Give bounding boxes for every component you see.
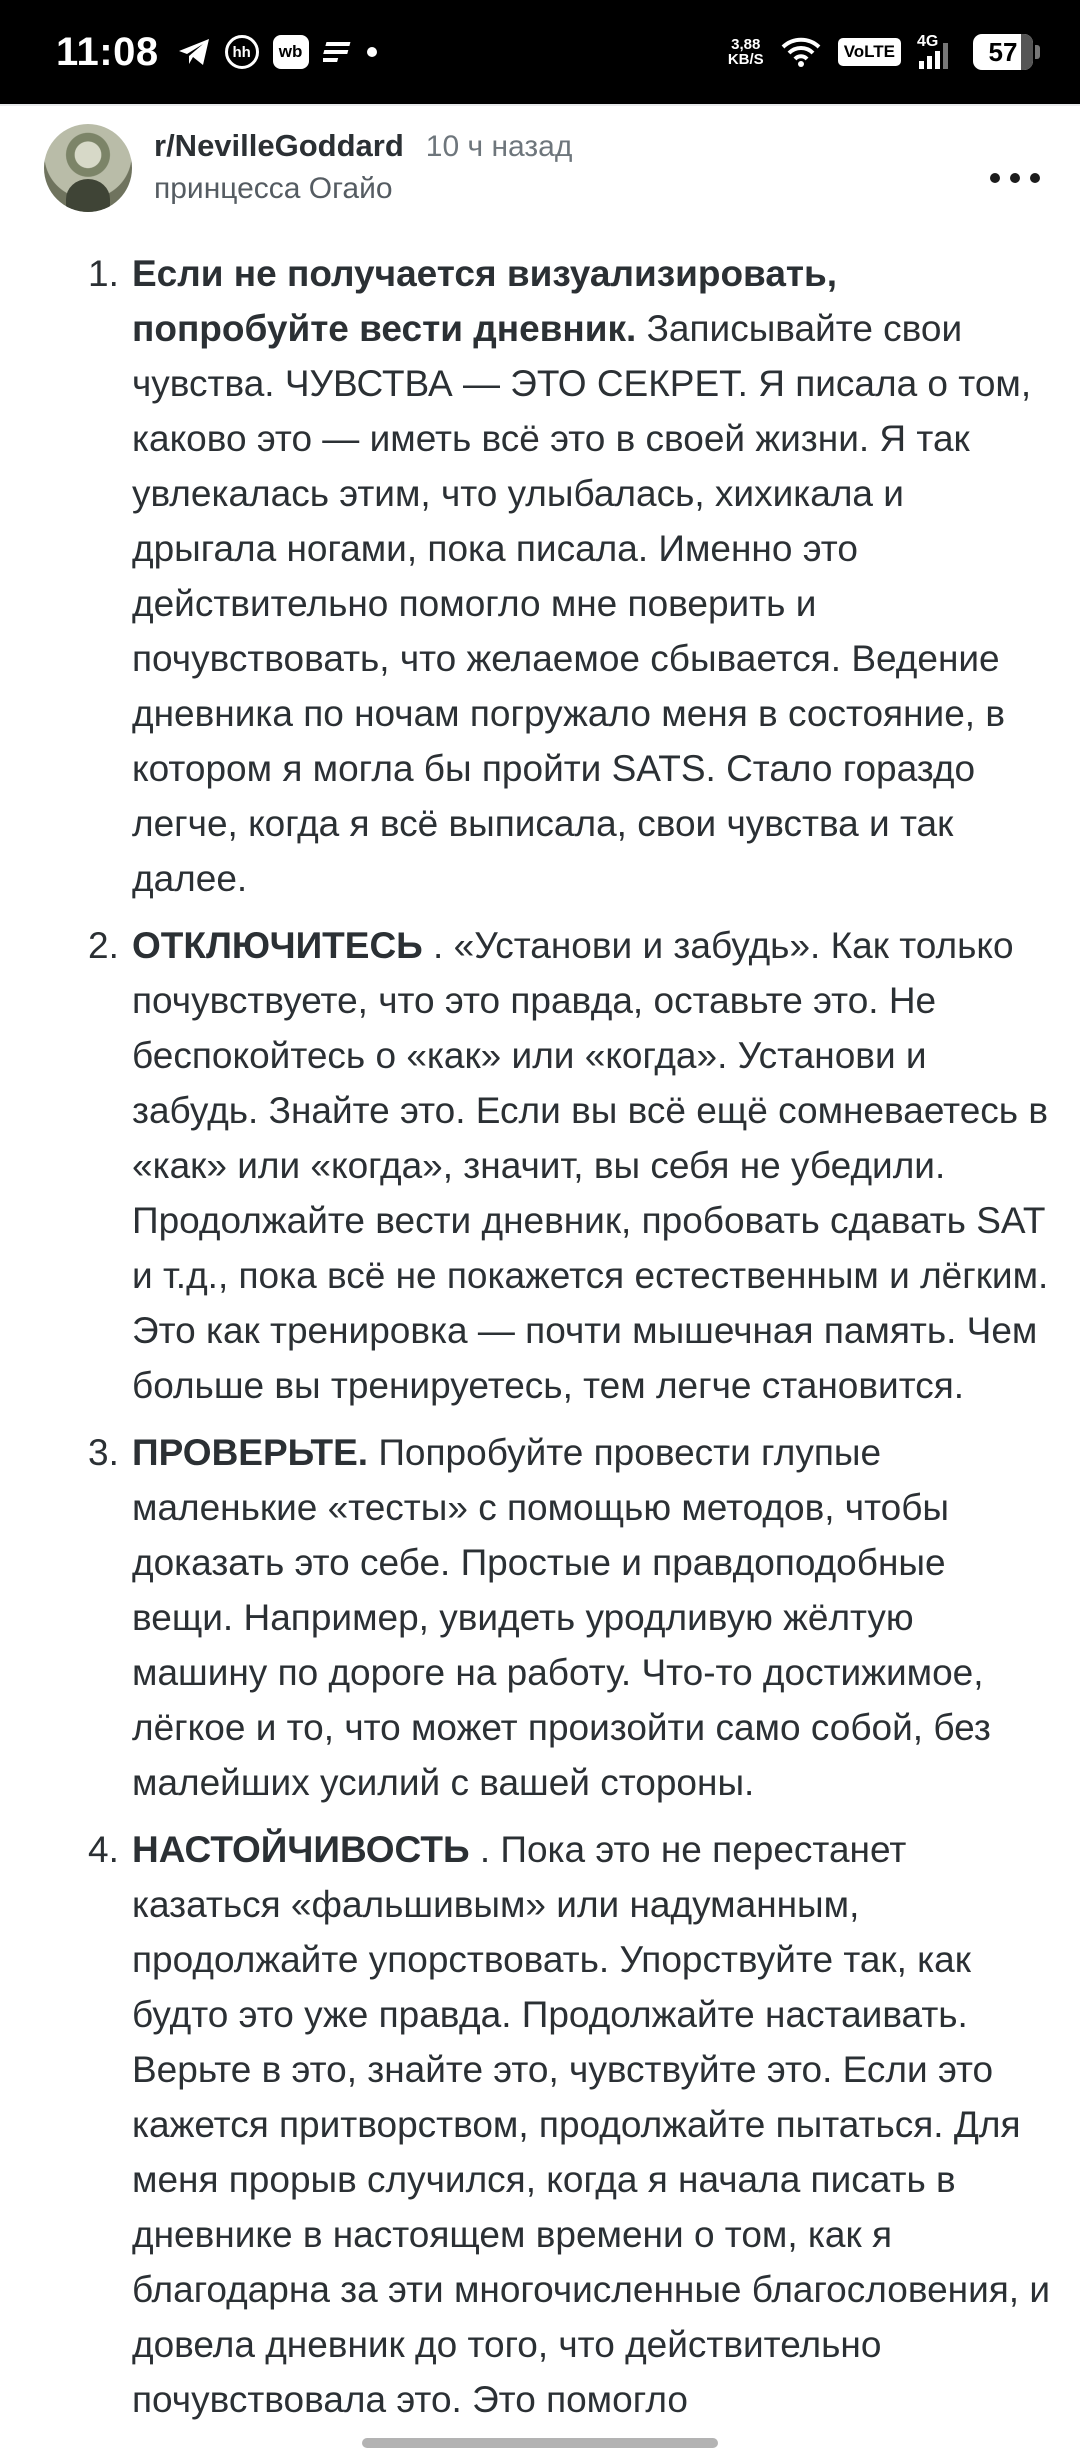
network-speed	[728, 37, 764, 67]
list-number: 4.	[88, 1829, 119, 1870]
post-meta	[154, 128, 572, 206]
item-text: Записывайте свои чувства. ЧУВСТВА — ЭТО СЕКРЕТ. Я писала о том, каково это — иметь всё это в своей жизни. Я так увлекалась этим, что улыбалась, хихикала и дрыгала ногами, пока писала. Именно это действительно помогло мне поверить и почувствовать, что желаемое сбывается. Ведение дневника по ночам погружало меня в состояние, в котором я могла бы пройти SATS. Стало гораздо легче, когда я всё выписала, свои чувства и так далее.	[132, 308, 1032, 899]
item-text: . Пока это не перестанет казаться «фальшивым» или надуманным, продолжайте упорствовать. Упорствуйте так, как будто это уже правда. Продолжайте настаивать. Верьте в это, знайте это, чувствуйте это. Если это кажется притворством, продолжайте пытаться. Для меня прорыв случился, когда я начала писать в дневнике в настоящем времени о том, как я благодарна за эти многочисленные благословения, и довела дневник до того, что действительно почувствовала это. Это помогло	[132, 1829, 1051, 2420]
notification-icons	[177, 35, 377, 69]
avatar[interactable]	[44, 124, 132, 212]
item-text: Попробуйте провести глупые маленькие «тесты» с помощью методов, чтобы доказать это себе. Простые и правдоподобные вещи. Например, увидеть уродливую жёлтую машину по дороге на работу. Что-то достижимое, лёгкое и то, что может произойти само собой, без малейших усилий с вашей стороны.	[132, 1432, 991, 1803]
list-number: 3.	[88, 1432, 119, 1473]
cellular-signal-icon	[917, 33, 957, 71]
wifi-icon	[780, 36, 822, 68]
battery-level: 57	[988, 36, 1018, 67]
item-heading: ПРОВЕРЬТЕ.	[132, 1432, 369, 1473]
battery-icon	[973, 34, 1040, 70]
gesture-navigation-bar[interactable]	[362, 2438, 718, 2448]
notes-icon	[323, 40, 353, 64]
telegram-icon	[177, 37, 211, 67]
post-header	[0, 104, 1080, 234]
list-item	[88, 1425, 1050, 1810]
item-heading: Если не получается визуализировать, попробуйте вести дневник.	[132, 253, 838, 349]
numbered-list	[88, 246, 1051, 2427]
item-heading: ОТКЛЮЧИТЕСЬ	[132, 925, 423, 966]
item-heading: НАСТОЙЧИВОСТЬ	[132, 1829, 470, 1870]
dot-icon	[367, 47, 377, 57]
system-icons	[728, 33, 1040, 71]
list-item	[88, 246, 1050, 906]
wb-icon: wb	[273, 35, 309, 69]
list-number: 1.	[88, 253, 119, 294]
list-item	[88, 918, 1050, 1413]
hh-icon: hh	[225, 35, 259, 69]
speed-value: 3,88	[731, 36, 761, 53]
subreddit-link[interactable]: r/NevilleGoddard	[154, 128, 404, 163]
status-bar	[0, 0, 1080, 104]
post-time: 10 ч назад	[425, 130, 573, 163]
list-number: 2.	[88, 925, 119, 966]
volte-badge: VoLTE	[838, 38, 901, 66]
item-text: . «Установи и забудь». Как только почувствуете, что это правда, оставьте это. Не беспокойтесь о «как» или «когда». Установи и забудь. Знайте это. Если вы всё ещё сомневаетесь в «как» или «когда», значит, вы себя не убедили. Продолжайте вести дневник, пробовать сдавать SAT и т.д., пока всё не покажется естественным и лёгким. Это как тренировка — почти мышечная память. Чем больше вы тренируетесь, тем легче становится.	[132, 925, 1049, 1406]
more-options-icon[interactable]	[990, 168, 1040, 188]
speed-unit: KB/S	[727, 51, 764, 68]
author-link[interactable]: принцесса Огайо	[154, 172, 393, 205]
status-time: 11:08	[56, 29, 159, 74]
list-item	[88, 1822, 1051, 2427]
post-body	[0, 246, 1080, 2439]
network-type: 4G	[917, 33, 939, 50]
